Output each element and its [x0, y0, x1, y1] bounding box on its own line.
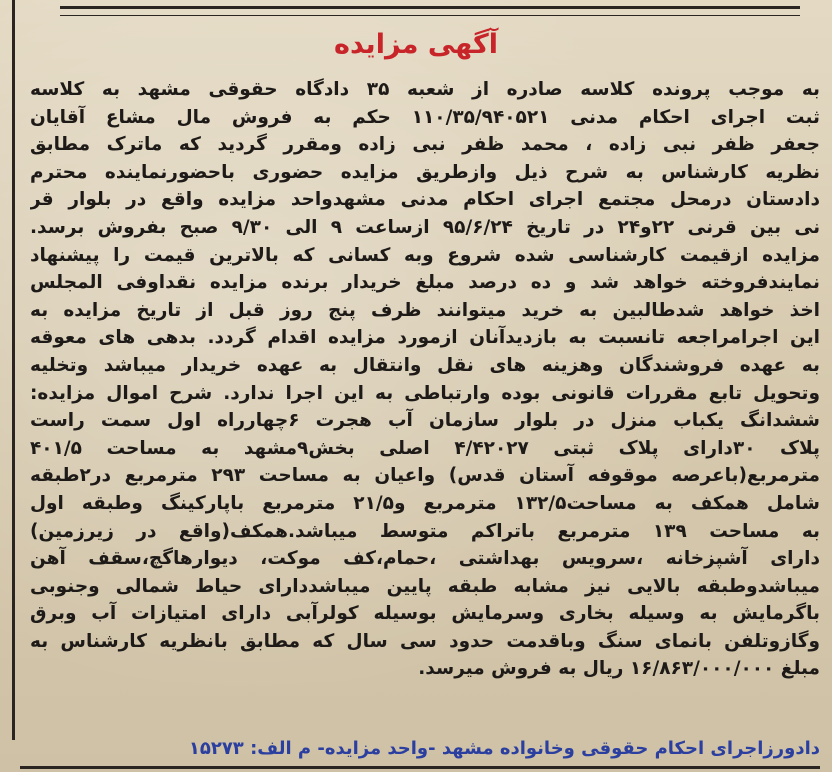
- notice-line: شامل همکف به مساحت۱۳۲/۵ مترمربع و۲۱/۵ مترمربع باپارکینگ وطبقه اول: [30, 492, 820, 514]
- notice-line: ثبت اجرای احکام مدنی ۱۱۰/۳۵/۹۴۰۵۲۱ حکم به فروش مال مشاع آقایان: [30, 106, 820, 128]
- notice-line: نظریه کارشناس به شرح ذیل وازطریق مزایده حضوری باحضورنماینده محترم: [30, 161, 820, 183]
- notice-line: دادستان درمحل مجتمع اجرای احکام مدنی مشهدواحد مزایده واقع در بلوار قر: [30, 189, 820, 211]
- notice-line-last: مبلغ ۱۶/۸۶۳/۰۰۰/۰۰۰ ریال به فروش میرسد.: [418, 658, 820, 680]
- notice-line: به عهده فروشندگان وهزینه های نقل وانتقال به عهده خریدار میباشد وتخلیه: [30, 354, 820, 376]
- notice-line: نی بین قرنی ۲۲و۲۴ در تاریخ ۹۵/۶/۲۴ ازساعت ۹ الی ۹/۳۰ صبح بفروش برسد.: [30, 216, 820, 238]
- notice-line: این اجرامراجعه تانسبت به بازدیدآنان ازمورد مزایده اقدام گردد. بدهی های معوقه: [30, 327, 820, 349]
- bottom-border-rule: [20, 766, 820, 769]
- notice-line: ششدانگ یکباب منزل در بلوار سازمان آب هجرت ۶چهارراه اول سمت راست: [30, 410, 820, 432]
- notice-line: مترمربع(باعرصه موقوفه آستان قدس) واعیان به مساحت ۲۹۳ مترمربع در۲طبقه: [30, 465, 820, 487]
- notice-line: به مساحت ۱۳۹ مترمربع باتراکم متوسط میباشد.همکف(واقع در زیرزمین): [30, 520, 820, 542]
- top-border-rule: [60, 6, 800, 16]
- notice-line: نمایندفروخته خواهد شد و ده درصد مبلغ خریدار برنده مزایده نقداوفی المجلس: [30, 272, 820, 294]
- notice-line: وگازوتلفن بانمای سنگ وباقدمت حدود سی سال که مطابق بانظریه کارشناس به: [30, 630, 820, 652]
- notice-line: پلاک ۳۰دارای پلاک ثبتی ۴/۴۲۰۲۷ اصلی بخش۹مشهد به مساحت ۴۰۱/۵: [30, 437, 820, 459]
- notice-line: مزایده ازقیمت کارشناسی شده شروع وبه کسانی که بالاترین قیمت را پیشنهاد: [30, 244, 820, 266]
- notice-line: دارای آشپزخانه ،سرویس بهداشتی ،حمام،کف موکت، دیوارهاگچ،سقف آهن: [30, 548, 820, 570]
- notice-line: وتحویل تابع مقررات قانونی بوده وارتباطی به این اجرا ندارد. شرح اموال مزایده:: [30, 382, 820, 404]
- notice-line: به موجب پرونده کلاسه صادره از شعبه ۳۵ دادگاه حقوقی مشهد به کلاسه: [30, 79, 820, 100]
- notice-body: [30, 76, 820, 683]
- notice-line: باگرمایش به وسیله بخاری وسرمایش بوسیله کولرآبی دارای امتیازات آب وبرق: [30, 603, 820, 625]
- notice-title: آگهی مزایده: [334, 29, 498, 60]
- notice-line: اخذ خواهد شدطالبین به خرید میتوانند ظرف پنج روز قبل از تاریخ مزایده به: [30, 299, 820, 321]
- notice-line: میباشدوطبقه بالایی نیز مشابه طبقه پایین میباشددارای حیاط شمالی وجنوبی: [30, 575, 820, 597]
- left-border-rule: [12, 0, 15, 740]
- notice-line: جعفر ظفر نبی زاده ، محمد ظفر نبی زاده ومقرر گردید که ماترک مطابق: [30, 134, 820, 156]
- notice-footer-signature: دادورزاجرای احکام حقوقی وخانواده مشهد -واحد مزایده- م الف: ۱۵۲۷۳: [188, 738, 820, 759]
